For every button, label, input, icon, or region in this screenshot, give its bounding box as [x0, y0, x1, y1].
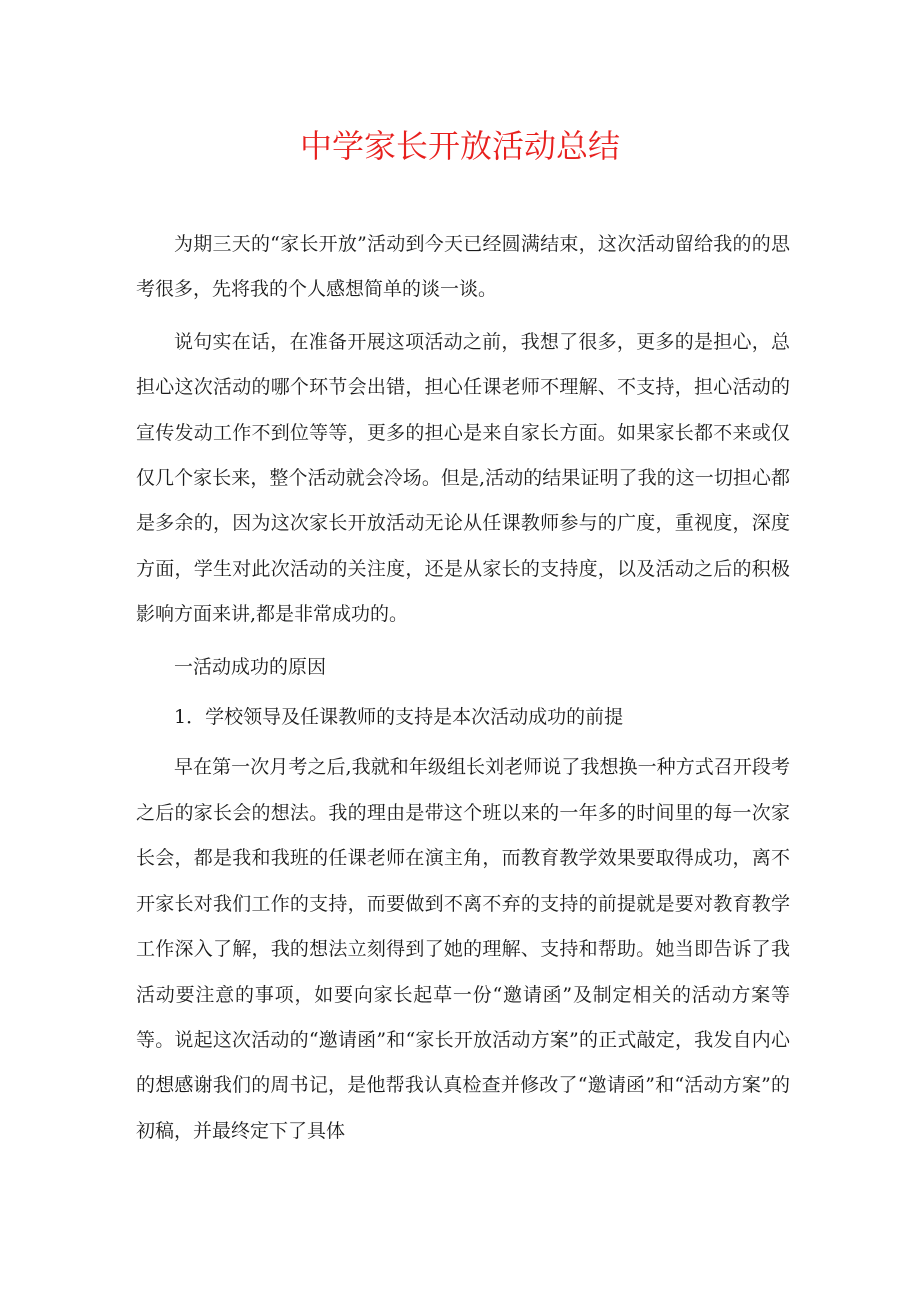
section-heading-reasons: 一活动成功的原因: [174, 655, 327, 678]
document-title: 中学家长开放活动总结: [299, 127, 620, 165]
paragraph-worries: 说句实在话，在准备开展这项活动之前，我想了很多，更多的是担心，总担心这次活动的哪个环节会出错，担心任课老师不理解、不支持，担心活动的宣传发动工作不到位等等，更多的担心是来自家长方面。如果家长都不来或仅仅几个家长来，整个活动就会冷场。但是,活动的结果证明了我的这一切担心都是多余的，因为这次家长开放活动无论从任课教师参与的广度，重视度，深度方面，学生对此次活动的关注度，还是从家长的支持度，以及活动之后的积极影响方面来讲,都是非常成功的。: [136, 330, 790, 626]
paragraph-support-detail: 早在第一次月考之后,我就和年级组长刘老师说了我想换一种方式召开段考之后的家长会的想法。我的理由是带这个班以来的一年多的时间里的每一次家长会，都是我和我班的任课老师在演主角，而教育教学效果要取得成功，离不开家长对我们工作的支持，而要做到不离不弃的支持的前提就是要对教育教学工作深入了解，我的想法立刻得到了她的理解、支持和帮助。她当即告诉了我活动要注意的事项，如要向家长起草一份“邀请函”及制定相关的活动方案等等。说起这次活动的“邀请函”和“家长开放活动方案”的正式敲定，我发自内心的想感谢我们的周书记，是他帮我认真检查并修改了“邀请函”和“活动方案”的初稿，并最终定下了具体: [136, 756, 790, 1142]
document-body: [136, 222, 790, 1161]
subsection-heading-support: 1．学校领导及任课教师的支持是本次活动成功的前提: [174, 706, 624, 729]
paragraph-intro: 为期三天的“家长开放”活动到今天已经圆满结束，这次活动留给我的的思考很多，先将我的个人感想简单的谈一谈。: [136, 233, 790, 301]
